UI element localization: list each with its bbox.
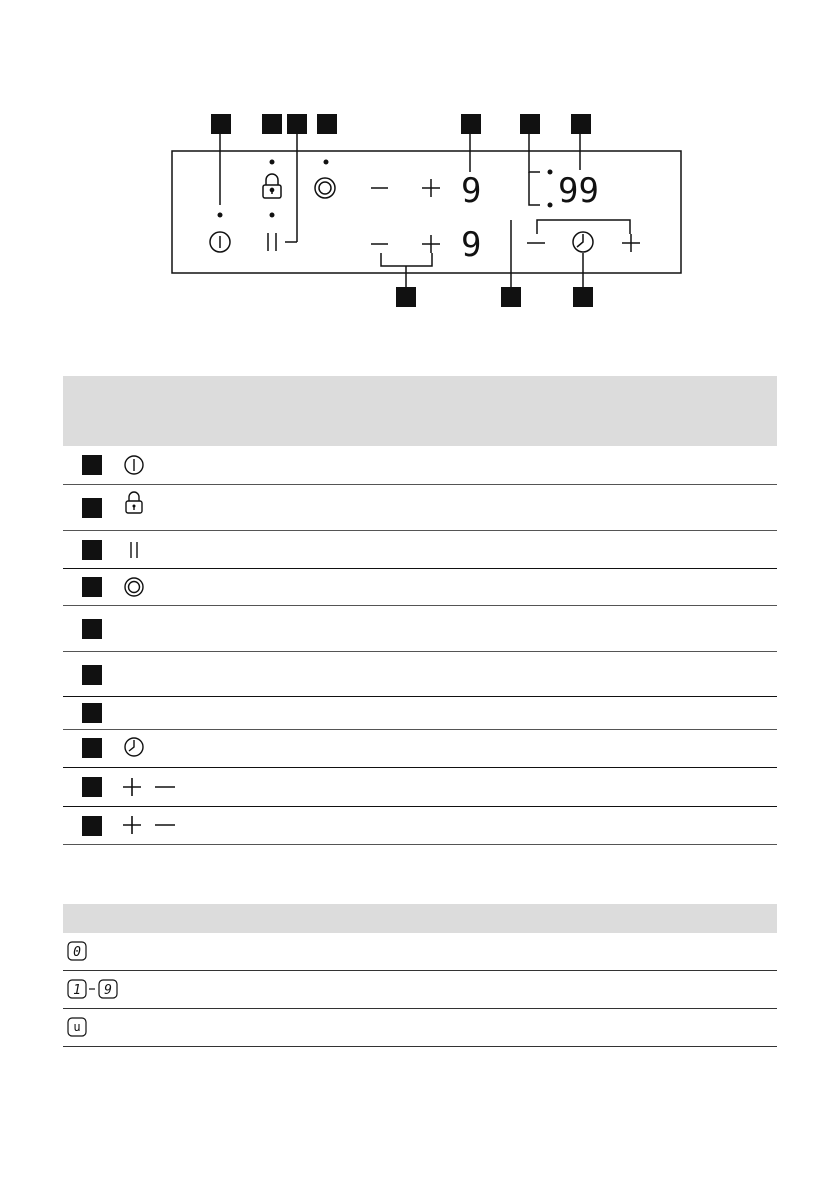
callout-8 bbox=[396, 287, 416, 307]
bridge-zone-icon[interactable] bbox=[315, 178, 335, 198]
callout-5 bbox=[461, 114, 481, 134]
lock-icon[interactable] bbox=[263, 174, 281, 198]
table-row bbox=[63, 606, 777, 652]
timer-indicator-dot-upper bbox=[548, 170, 553, 175]
table-header bbox=[63, 904, 777, 933]
power-indicator-dot bbox=[218, 213, 223, 218]
pause-indicator-dot bbox=[270, 213, 275, 218]
row-number-square bbox=[82, 540, 102, 560]
display-0-icon bbox=[67, 941, 89, 961]
zone1-display: 9 bbox=[461, 171, 482, 211]
timer-icon bbox=[123, 736, 145, 758]
display-u-icon bbox=[67, 1017, 89, 1037]
timer-display: 99 bbox=[558, 171, 599, 211]
lock-icon bbox=[123, 491, 145, 515]
panel-outline bbox=[172, 151, 681, 273]
pause-icon[interactable] bbox=[268, 233, 276, 251]
power-icon[interactable] bbox=[210, 232, 230, 252]
table-row bbox=[63, 697, 777, 730]
table-row bbox=[63, 1009, 777, 1047]
sensor-field-table bbox=[63, 376, 777, 845]
zone1-plus-icon[interactable] bbox=[422, 179, 440, 197]
table-row bbox=[63, 531, 777, 569]
display-1-9-icon bbox=[67, 979, 137, 999]
lock-indicator-dot bbox=[270, 160, 275, 165]
row-number-square bbox=[82, 665, 102, 685]
zone2-plus-icon[interactable] bbox=[422, 235, 440, 253]
zone2-display: 9 bbox=[461, 225, 482, 265]
svg-text:u: u bbox=[73, 1020, 81, 1034]
table-row bbox=[63, 485, 777, 531]
row-number-square bbox=[82, 703, 102, 723]
pause-icon bbox=[123, 539, 145, 561]
callout-4 bbox=[317, 114, 337, 134]
svg-text:9: 9 bbox=[104, 983, 112, 998]
timer-icon[interactable] bbox=[573, 232, 593, 252]
power-icon bbox=[123, 454, 145, 476]
bridge-zone-icon bbox=[123, 576, 145, 598]
table-row bbox=[63, 768, 777, 807]
callout-2 bbox=[262, 114, 282, 134]
timer-indicator-dot-lower bbox=[548, 203, 553, 208]
plus-minus-icon bbox=[123, 814, 183, 836]
row-number-square bbox=[82, 455, 102, 475]
callout-7 bbox=[571, 114, 591, 134]
row-number-square bbox=[82, 816, 102, 836]
row-number-square bbox=[82, 619, 102, 639]
table-row bbox=[63, 652, 777, 697]
table-header bbox=[63, 376, 777, 446]
table-row bbox=[63, 730, 777, 768]
callout-3 bbox=[287, 114, 307, 134]
callout-6 bbox=[520, 114, 540, 134]
callout-10 bbox=[573, 287, 593, 307]
timer-plus-icon[interactable] bbox=[622, 234, 640, 252]
callout-9 bbox=[501, 287, 521, 307]
callout-1 bbox=[211, 114, 231, 134]
row-number-square bbox=[82, 577, 102, 597]
bridge-indicator-dot bbox=[324, 160, 329, 165]
control-panel-diagram bbox=[0, 0, 839, 340]
plus-minus-icon bbox=[123, 776, 183, 798]
row-number-square bbox=[82, 738, 102, 758]
table-row bbox=[63, 971, 777, 1009]
table-row bbox=[63, 933, 777, 971]
row-number-square bbox=[82, 777, 102, 797]
table-row bbox=[63, 446, 777, 485]
table-row bbox=[63, 569, 777, 606]
display-table bbox=[63, 904, 777, 1047]
svg-text:1: 1 bbox=[73, 983, 81, 998]
table-row bbox=[63, 807, 777, 845]
row-number-square bbox=[82, 498, 102, 518]
svg-text:0: 0 bbox=[73, 945, 81, 960]
